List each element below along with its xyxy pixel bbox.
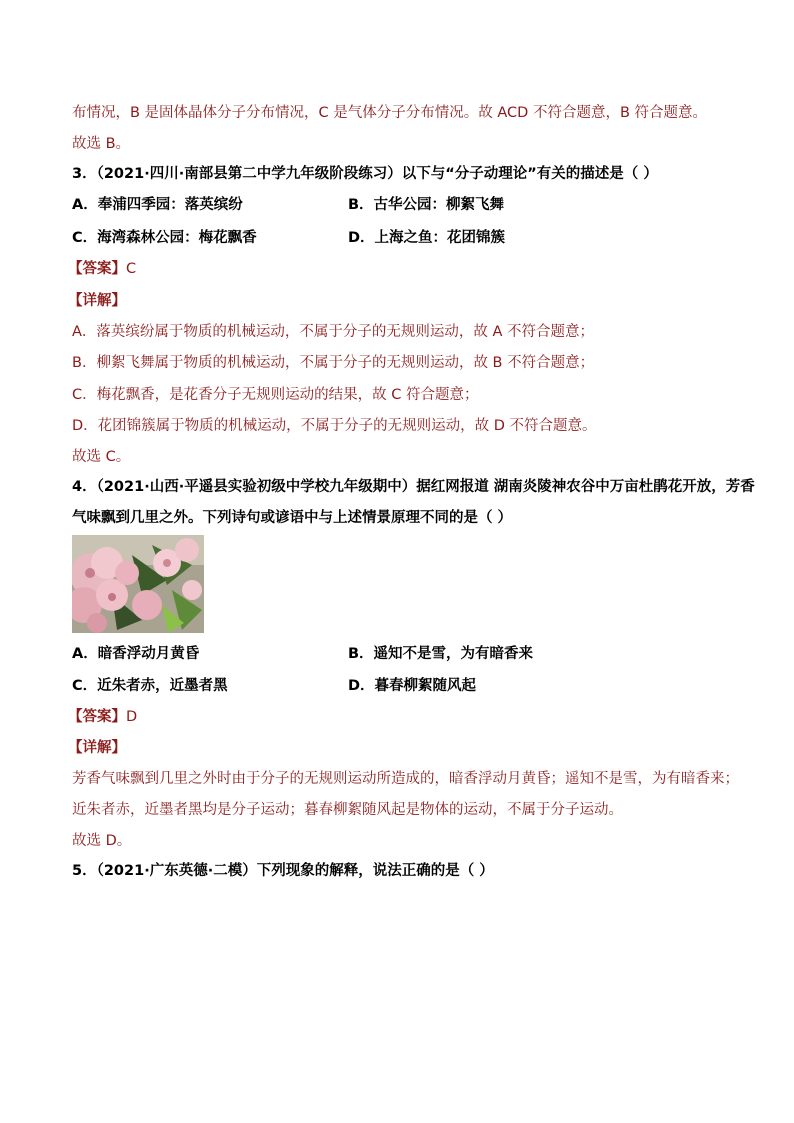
- q4-detail-label: 【详解】: [68, 740, 126, 756]
- azalea-flower-photo: [72, 535, 204, 633]
- q2-conclusion: 故选 B。: [72, 136, 131, 152]
- q4-conclusion: 故选 D。: [72, 833, 132, 849]
- q4-option-c: C．近朱者赤，近墨者黑: [72, 678, 228, 694]
- q4-option-a: A．暗香浮动月黄昏: [72, 646, 200, 662]
- answer-value: C: [126, 261, 137, 277]
- q3-option-c: C．海湾森林公园：梅花飘香: [72, 230, 257, 246]
- q4-option-b: B．遥知不是雪，为有暗香来: [348, 646, 534, 662]
- q3-answer: [68, 259, 136, 279]
- q3-option-d: D．上海之鱼：花团锦簇: [348, 230, 506, 246]
- q4-option-d: D．暮春柳絮随风起: [348, 678, 477, 694]
- q3-detail-line-c: C．梅花飘香，是花香分子无规则运动的结果，故 C 符合题意；: [72, 387, 479, 403]
- question-3-stem: 3．（2021·四川·南部县第二中学九年级阶段练习）以下与“分子动理论”有关的描述是（ ）: [72, 166, 658, 182]
- q3-detail-line-b: B．柳絮飞舞属于物质的机械运动，不属于分子的无规则运动，故 B 不符合题意；: [72, 355, 595, 371]
- question-4-stem-line1: 4．（2021·山西·平遥县实验初级中学校九年级期中）据红网报道 湖南炎陵神农谷中万亩杜鹃花开放，芳香: [72, 479, 755, 495]
- q4-answer: [68, 707, 137, 727]
- q3-detail-line-a: A．落英缤纷属于物质的机械运动，不属于分子的无规则运动，故 A 不符合题意；: [72, 324, 595, 340]
- answer-label: 【答案】: [68, 261, 126, 277]
- q4-detail-line-2: 近朱者赤，近墨者黑均是分子运动；暮春柳絮随风起是物体的运动，不属于分子运动。: [72, 802, 623, 818]
- q4-detail-line-1: 芳香气味飘到几里之外时由于分子的无规则运动所造成的，暗香浮动月黄昏；遥知不是雪，为有暗香来；: [72, 771, 739, 787]
- question-5-stem: 5．（2021·广东英德·二模）下列现象的解释，说法正确的是（ ）: [72, 863, 494, 879]
- q3-option-a: A．奉浦四季园：落英缤纷: [72, 197, 243, 213]
- q2-explanation-line: 布情况，B 是固体晶体分子分布情况，C 是气体分子分布情况。故 ACD 不符合题意，B 符合题意。: [72, 105, 708, 121]
- q3-conclusion: 故选 C。: [72, 449, 131, 465]
- q3-detail-label: 【详解】: [68, 293, 126, 309]
- question-4-stem-line2: 气味飘到几里之外。下列诗句或谚语中与上述情景原理不同的是（ ）: [72, 510, 513, 526]
- answer-value: D: [126, 709, 138, 725]
- answer-label: 【答案】: [68, 709, 126, 725]
- q3-option-b: B．古华公园：柳絮飞舞: [348, 197, 505, 213]
- q3-detail-line-d: D．花团锦簇属于物质的机械运动，不属于分子的无规则运动，故 D 不符合题意。: [72, 418, 597, 434]
